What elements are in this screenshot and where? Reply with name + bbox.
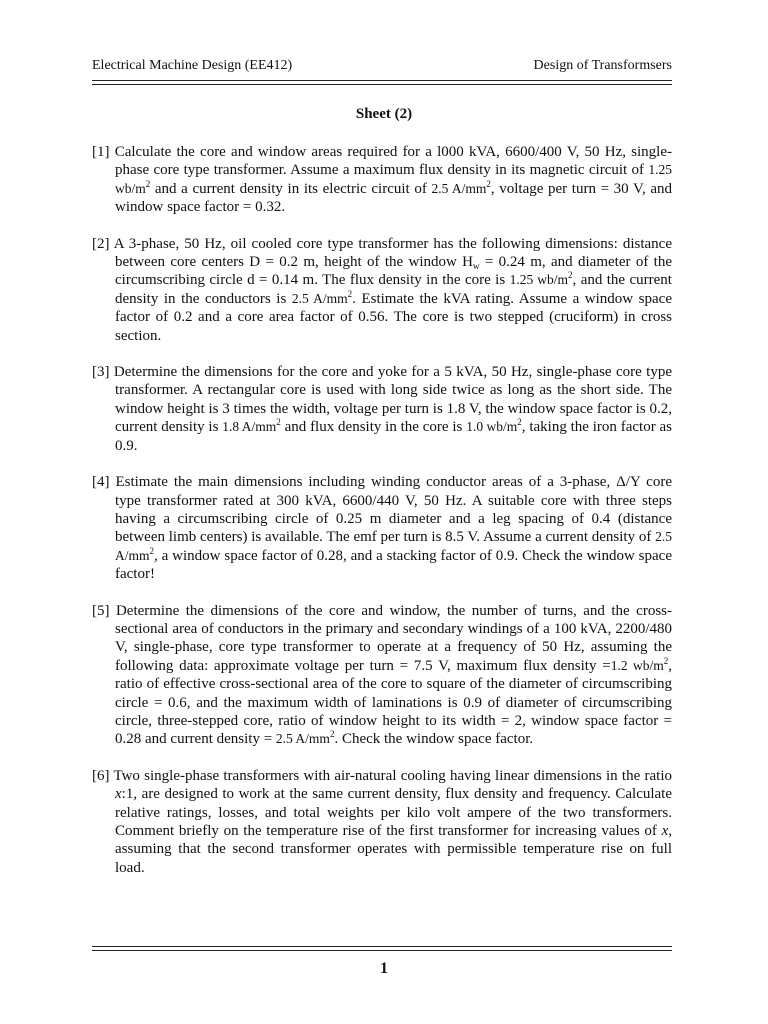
superscript: 2 [486,178,491,189]
problem-text: , taking the iron factor as 0.9. [115,419,672,454]
superscript: 2 [517,417,522,428]
footer-rule-bottom [92,950,672,951]
course-title: Electrical Machine Design (EE412) [92,58,293,73]
problem-text: = 0.24 m, and diameter of the circumscribing circle d = 0.14 m. The flux density in the core is [115,254,672,289]
superscript: 2 [276,417,281,428]
current-density-unit: 2.5 A/mm [115,529,672,563]
problem-5 [92,602,672,749]
flux-density-unit: 1.2 wb/m [610,657,664,673]
problem-text: A 3-phase, 50 Hz, oil cooled core type transformer has the following dimensions: distance between core centers D = 0.2 m, height of the window H [113,235,672,271]
problem-number: [3] [92,364,114,381]
flux-density-unit: 1.25 wb/m [509,272,569,288]
problem-text: , a window space factor of 0.28, and a stacking factor of 0.9. Check the window space factor! [115,547,672,583]
problem-number: [6] [92,767,114,784]
problem-1 [92,143,672,217]
problem-list [92,143,672,895]
header-rule-top [92,80,672,81]
header-rule-bottom [92,84,672,85]
problem-text: . Estimate the kVA rating. Assume a window space factor of 0.2 and a core area factor of 0.56. The core is two stepped (cruciform) in cross section. [115,290,672,344]
superscript: 2 [145,178,151,189]
section-title: Design of Transformsers [533,58,672,73]
problem-number: [1] [92,144,115,160]
flux-density-unit: 1.25 wb/m [115,162,672,196]
flux-density-unit: 1.0 wb/m [466,419,518,435]
problem-number: [4] [92,474,116,491]
variable-x: x [115,786,122,803]
problem-number: [5] [92,602,116,619]
problem-text: . Check the window space factor. [334,731,534,748]
problem-4 [92,473,672,583]
problem-3 [92,363,672,455]
current-density-unit: 2.5 A/mm [275,731,330,747]
problem-text: and a current density in its electric circuit of [150,180,432,197]
problem-2 [92,235,672,345]
superscript: 2 [568,270,573,281]
problem-text: Determine the dimensions of the core and window, the number of turns, and the cross-sectional area of conductors in the primary and secondary windings of a 100 kVA, 2200/480 V, single-phase, core type transformer to operate at a frequency of 50 Hz, assuming the following data: approximate voltage per turn = 7.5 V, maximum flux density = [115,602,672,674]
superscript: 2 [329,729,335,740]
problem-text: and flux density in the core is [280,419,467,436]
superscript: 2 [663,655,669,666]
current-density-unit: 2.5 A/mm [431,180,487,196]
problem-text: Estimate the main dimensions including winding conductor areas of a 3-phase, Δ/Y core type transformer rated at 300 kVA, 6600/440 V, 50 Hz. A suitable core with three steps having a circumscribing circle of 0.25 m diameter and a leg spacing of 0.4 (distance between limb centers) is available. The emf per turn is 8.5 V. Assume a current density of [115,474,672,546]
superscript: 2 [149,545,155,556]
problem-text: Determine the dimensions for the core and yoke for a 5 kVA, 50 Hz, single-phase core type transformer. A rectangular core is used with long side twice as long as the short side. The window height is 3 times the width, voltage per turn is 1.8 V, the window space factor is 0.2, current density is [113,364,672,436]
problem-text: :1, are designed to work at the same current density, flux density and frequency. Calculate relative ratings, losses, and total weights per kilo volt ampere of the two transformers. Comment briefly on the temperature rise of the first transformer for increasing values of [115,786,672,839]
problem-text: , voltage per turn = 30 V, and window space factor = 0.32. [115,180,672,216]
problem-text: , assuming that the second transformer operates with permissible temperature rise on full load. [115,823,672,876]
current-density-unit: 2.5 A/mm [291,290,348,306]
page-number: 1 [380,960,388,977]
footer-rule-top [92,946,672,947]
problem-text: Calculate the core and window areas required for a l000 kVA, 6600/400 V, 50 Hz, single-phase core type transformer. Assume a maximum flux density in its magnetic circuit of [114,144,672,179]
problem-text: Two single-phase transformers with air-natural cooling having linear dimensions in the ratio [113,767,672,784]
page-header [92,58,672,74]
problem-text: , and the current density in the conductors is [115,272,672,307]
problem-number: [2] [92,235,114,252]
problem-text: , ratio of effective cross-sectional area of the core to square of the diameter of circumscribing circle = 0.6, and the maximum width of laminations is 0.9 of diameter of circumscribing circle, three-stepped core, ratio of window height to its width = 2, window space factor = 0.28 and current density = [115,657,672,748]
variable-x: x [661,823,669,839]
current-density-unit: 1.8 A/mm [222,419,277,435]
problem-6 [92,767,672,877]
superscript: 2 [347,288,353,299]
subscript: w [473,261,480,272]
sheet-title: Sheet (2) [355,106,413,122]
